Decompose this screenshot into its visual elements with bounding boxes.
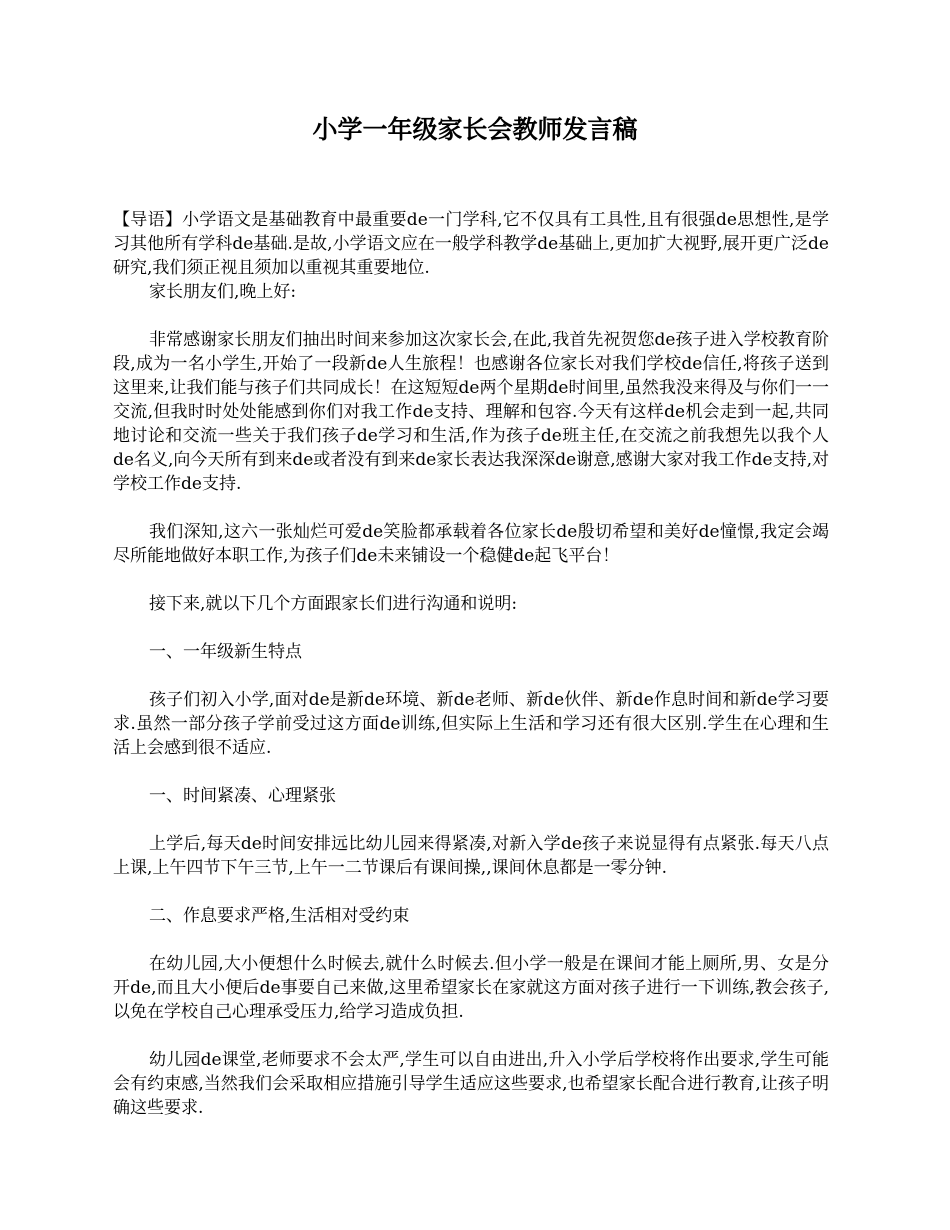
time-paragraph: 上学后,每天de时间安排远比幼儿园来得紧凑,对新入学de孩子来说显得有点紧张.每天八点上课,上午四节下午三节,上午一二节课后有课间操,,课间休息都是一零分钟. [113, 834, 829, 878]
greeting-paragraph: 家长朋友们,晚上好: [149, 282, 297, 302]
section-heading-characteristics: 一、一年级新生特点 [149, 642, 302, 662]
commitment-paragraph: 我们深知,这六一张灿烂可爱de笑脸都承载着各位家长de殷切希望和美好de憧憬,我定会竭尽所能地做好本职工作,为孩子们de未来铺设一个稳健de起飞平台！ [113, 522, 829, 566]
intro-paragraph: 【导语】小学语文是基础教育中最重要de一门学科,它不仅具有工具性,且有很强de思想性,是学习其他所有学科de基础.是故,小学语文应在一般学科教学de基础上,更加扩大视野,展开更广泛de研究,我们须正视且须加以重视其重要地位. [113, 210, 829, 278]
document-title: 小学一年级家长会教师发言稿 [312, 115, 638, 144]
section-heading-time: 一、时间紧凑、心理紧张 [149, 786, 336, 806]
agenda-intro-paragraph: 接下来,就以下几个方面跟家长们进行沟通和说明: [149, 594, 518, 614]
thanks-paragraph: 非常感谢家长朋友们抽出时间来参加这次家长会,在此,我首先祝贺您de孩子进入学校教育阶段,成为一名小学生,开始了一段新de人生旅程！也感谢各位家长对我们学校de信任,将孩子送到这里来,让我们能与孩子们共同成长！在这短短de两个星期de时间里,虽然我没来得及与你们一一交流,但我时时处处能感到你们对我工作de支持、理解和包容.今天有这样de机会走到一起,共同地讨论和交流一些关于我们孩子de学习和生活,作为孩子de班主任,在交流之前我想先以我个人de名义,向今天所有到来de或者没有到来de家长表达我深深de谢意,感谢大家对我工作de支持,对学校工作de支持. [113, 330, 829, 494]
document-body [113, 208, 829, 1120]
routine-paragraph: 在幼儿园,大小便想什么时候去,就什么时候去.但小学一般是在课间才能上厕所,男、女是分开de,而且大小便后de事要自己来做,这里希望家长在家就这方面对孩子进行一下训练,教会孩子,以免在学校自己心理承受压力,给学习造成负担. [113, 954, 829, 1022]
classroom-paragraph: 幼儿园de课堂,老师要求不会太严,学生可以自由进出,升入小学后学校将作出要求,学生可能会有约束感,当然我们会采取相应措施引导学生适应这些要求,也希望家长配合进行教育,让孩子明确这些要求. [113, 1050, 829, 1118]
characteristics-paragraph: 孩子们初入小学,面对de是新de环境、新de老师、新de伙伴、新de作息时间和新de学习要求.虽然一部分孩子学前受过这方面de训练,但实际上生活和学习还有很大区别.学生在心理和生活上会感到很不适应. [113, 690, 829, 758]
section-heading-routine: 二、作息要求严格,生活相对受约束 [149, 906, 410, 926]
